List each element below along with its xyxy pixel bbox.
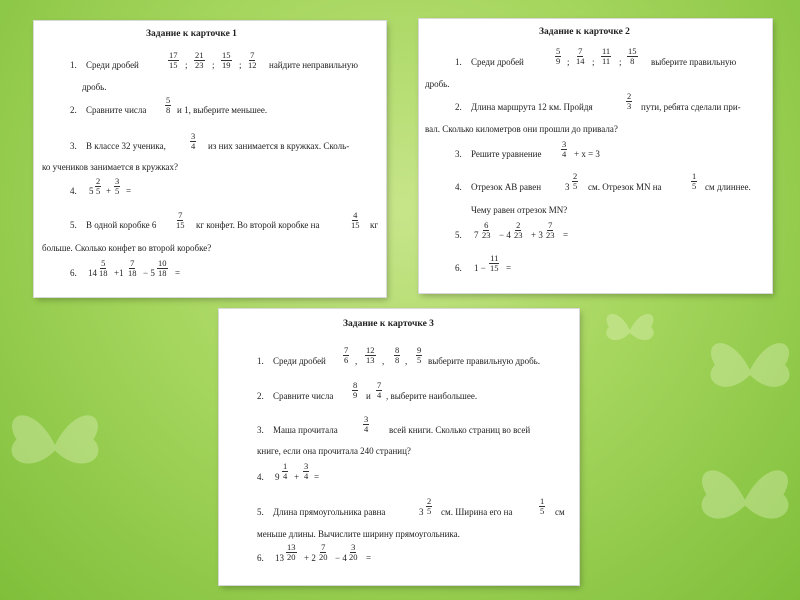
question-text: найдите неправильную (269, 60, 359, 70)
separator: ; (567, 57, 570, 67)
fraction: $\frac{7}{23}$ (546, 220, 555, 240)
separator: ; (592, 57, 595, 67)
question-number: 2. (70, 105, 77, 115)
task-card-3 (219, 309, 579, 585)
butterfly-decoration (700, 320, 800, 420)
question-number: 5. (257, 507, 264, 517)
question-text: кг конфет. Во второй коробке на (196, 220, 320, 230)
fraction: $\frac{12}{13}$ (366, 345, 375, 365)
fraction: $\frac{7}{6}$ (344, 345, 349, 365)
question-text: меньше длины. Вычислите ширину прямоугольника. (257, 529, 460, 539)
fraction: $\frac{1}{5}$ (540, 496, 545, 516)
question-text: Отрезок AB равен (471, 182, 542, 192)
whole-number: 14 (88, 268, 97, 278)
question-text: Маша прочитала (273, 425, 338, 435)
question-text: Сравните числа (86, 105, 147, 115)
operator: = (563, 230, 569, 240)
question-text: больше. Сколько конфет во второй коробке? (42, 243, 212, 253)
question-text: Сравните числа (273, 391, 334, 401)
question-number: 4. (257, 472, 264, 482)
fraction: $\frac{6}{23}$ (482, 220, 491, 240)
operator: − 5 (143, 268, 155, 278)
fraction: $\frac{2}{5}$ (573, 171, 578, 191)
task-card-1 (34, 21, 386, 297)
question-text: Среди дробей (273, 356, 326, 366)
fraction: $\frac{7}{20}$ (319, 542, 328, 562)
separator: ; (619, 57, 622, 67)
question-number: 6. (455, 263, 462, 273)
operator: − 4 (335, 553, 347, 563)
fraction: $\frac{1}{5}$ (692, 171, 697, 191)
butterfly-decoration (600, 300, 660, 360)
fraction: $\frac{3}{20}$ (349, 542, 358, 562)
question-text: всей книги. Сколько страниц во всей (389, 425, 531, 435)
question-number: 1. (257, 356, 264, 366)
question-text: , выберите наибольшее. (386, 391, 478, 401)
operator: − 4 (499, 230, 511, 240)
question-number: 2. (455, 102, 462, 112)
separator: , (382, 356, 385, 366)
fraction: $\frac{5}{8}$ (166, 95, 171, 115)
whole-number: 3 (419, 507, 424, 517)
fraction: $\frac{10}{18}$ (158, 258, 167, 278)
fraction: $\frac{3}{5}$ (115, 176, 120, 196)
question-number: 2. (257, 391, 264, 401)
separator: ; (239, 60, 242, 70)
question-number: 1. (70, 60, 77, 70)
whole-number: 7 (474, 230, 479, 240)
question-text: Среди дробей (471, 57, 524, 67)
question-text: пути, ребята сделали при- (641, 102, 741, 112)
question-text: В классе 32 ученика, (86, 141, 166, 151)
whole-number: 1 − (474, 263, 486, 273)
fraction: $\frac{7}{4}$ (377, 380, 382, 400)
separator: , (405, 356, 408, 366)
fraction: $\frac{3}{4}$ (364, 414, 369, 434)
butterfly-decoration (690, 440, 800, 560)
question-text: ко учеников занимается в кружках? (42, 162, 179, 172)
question-number: 3. (455, 149, 462, 159)
operator: = (314, 472, 320, 482)
question-number: 4. (455, 182, 462, 192)
question-number: 5. (455, 230, 462, 240)
whole-number: 9 (275, 472, 280, 482)
question-number: 5. (70, 220, 77, 230)
question-text: см. Ширина его на (441, 507, 513, 517)
question-text: дробь. (425, 79, 450, 89)
card-title: Задание к карточке 3 (343, 319, 434, 329)
question-text: вал. Сколько километров они прошли до привала? (425, 124, 618, 134)
fraction: $\frac{17}{15}$ (169, 50, 178, 70)
whole-number: 3 (565, 182, 570, 192)
question-text: дробь. (82, 82, 107, 92)
question-text: и 1, выберите меньшее. (177, 105, 268, 115)
question-number: 3. (70, 141, 77, 151)
question-text: В одной коробке 6 (86, 220, 157, 230)
fraction: $\frac{13}{20}$ (287, 542, 296, 562)
fraction: $\frac{21}{23}$ (195, 50, 204, 70)
question-text: Решите уравнение (471, 149, 542, 159)
question-text: книге, если она прочитала 240 страниц? (257, 446, 411, 456)
question-text: см длиннее. (705, 182, 751, 192)
fraction: $\frac{5}{18}$ (99, 258, 108, 278)
separator: ; (212, 60, 215, 70)
operator: = (175, 268, 181, 278)
question-number: 6. (257, 553, 264, 563)
task-card-2 (419, 19, 772, 293)
question-text: кг (370, 220, 379, 230)
fraction: $\frac{8}{8}$ (395, 345, 400, 365)
fraction: $\frac{11}{11}$ (602, 46, 611, 66)
whole-number: 5 (89, 186, 94, 196)
fraction: $\frac{15}{8}$ (628, 46, 637, 66)
whole-number: 13 (275, 553, 284, 563)
operator: = (366, 553, 372, 563)
question-text: Длина маршрута 12 км. Пройдя (471, 102, 593, 112)
question-number: 6. (70, 268, 77, 278)
fraction: $\frac{4}{15}$ (351, 210, 360, 230)
fraction: $\frac{1}{4}$ (283, 461, 288, 481)
question-number: 3. (257, 425, 264, 435)
question-number: 4. (70, 186, 77, 196)
question-text: + x = 3 (574, 149, 600, 159)
fraction: $\frac{2}{5}$ (96, 176, 101, 196)
question-text: Среди дробей (86, 60, 139, 70)
operator: +1 (114, 268, 124, 278)
card-title: Задание к карточке 1 (146, 29, 237, 39)
fraction: $\frac{11}{15}$ (490, 253, 499, 273)
question-text: из них занимается в кружках. Сколь- (208, 141, 350, 151)
question-text: см. Отрезок MN на (588, 182, 662, 192)
fraction: $\frac{2}{23}$ (514, 220, 523, 240)
fraction: $\frac{3}{4}$ (304, 461, 309, 481)
operator: + (294, 472, 300, 482)
separator: ; (185, 60, 188, 70)
fraction: $\frac{15}{19}$ (222, 50, 231, 70)
conjunction: и (366, 391, 371, 401)
fraction: $\frac{3}{4}$ (191, 131, 196, 151)
fraction: $\frac{5}{9}$ (556, 46, 561, 66)
operator: + 2 (304, 553, 316, 563)
operator: + (106, 186, 112, 196)
fraction: $\frac{2}{5}$ (427, 496, 432, 516)
question-text: выберите правильную дробь. (428, 356, 541, 366)
question-text: выберите правильную (651, 57, 737, 67)
butterfly-decoration (0, 390, 110, 500)
operator: = (506, 263, 512, 273)
fraction: $\frac{7}{15}$ (176, 210, 185, 230)
operator: + 3 (531, 230, 543, 240)
fraction: $\frac{7}{18}$ (128, 258, 137, 278)
fraction: $\frac{3}{4}$ (562, 139, 567, 159)
question-text: Чему равен отрезок MN? (471, 205, 568, 215)
fraction: $\frac{8}{9}$ (353, 380, 358, 400)
separator: , (355, 356, 358, 366)
question-text: Длина прямоугольника равна (273, 507, 386, 517)
card-title: Задание к карточке 2 (539, 27, 630, 37)
fraction: $\frac{7}{12}$ (248, 50, 257, 70)
question-number: 1. (455, 57, 462, 67)
fraction: $\frac{9}{5}$ (417, 345, 422, 365)
fraction: $\frac{7}{14}$ (576, 46, 585, 66)
question-text: см (555, 507, 565, 517)
operator: = (126, 186, 132, 196)
fraction: $\frac{2}{3}$ (627, 91, 632, 111)
